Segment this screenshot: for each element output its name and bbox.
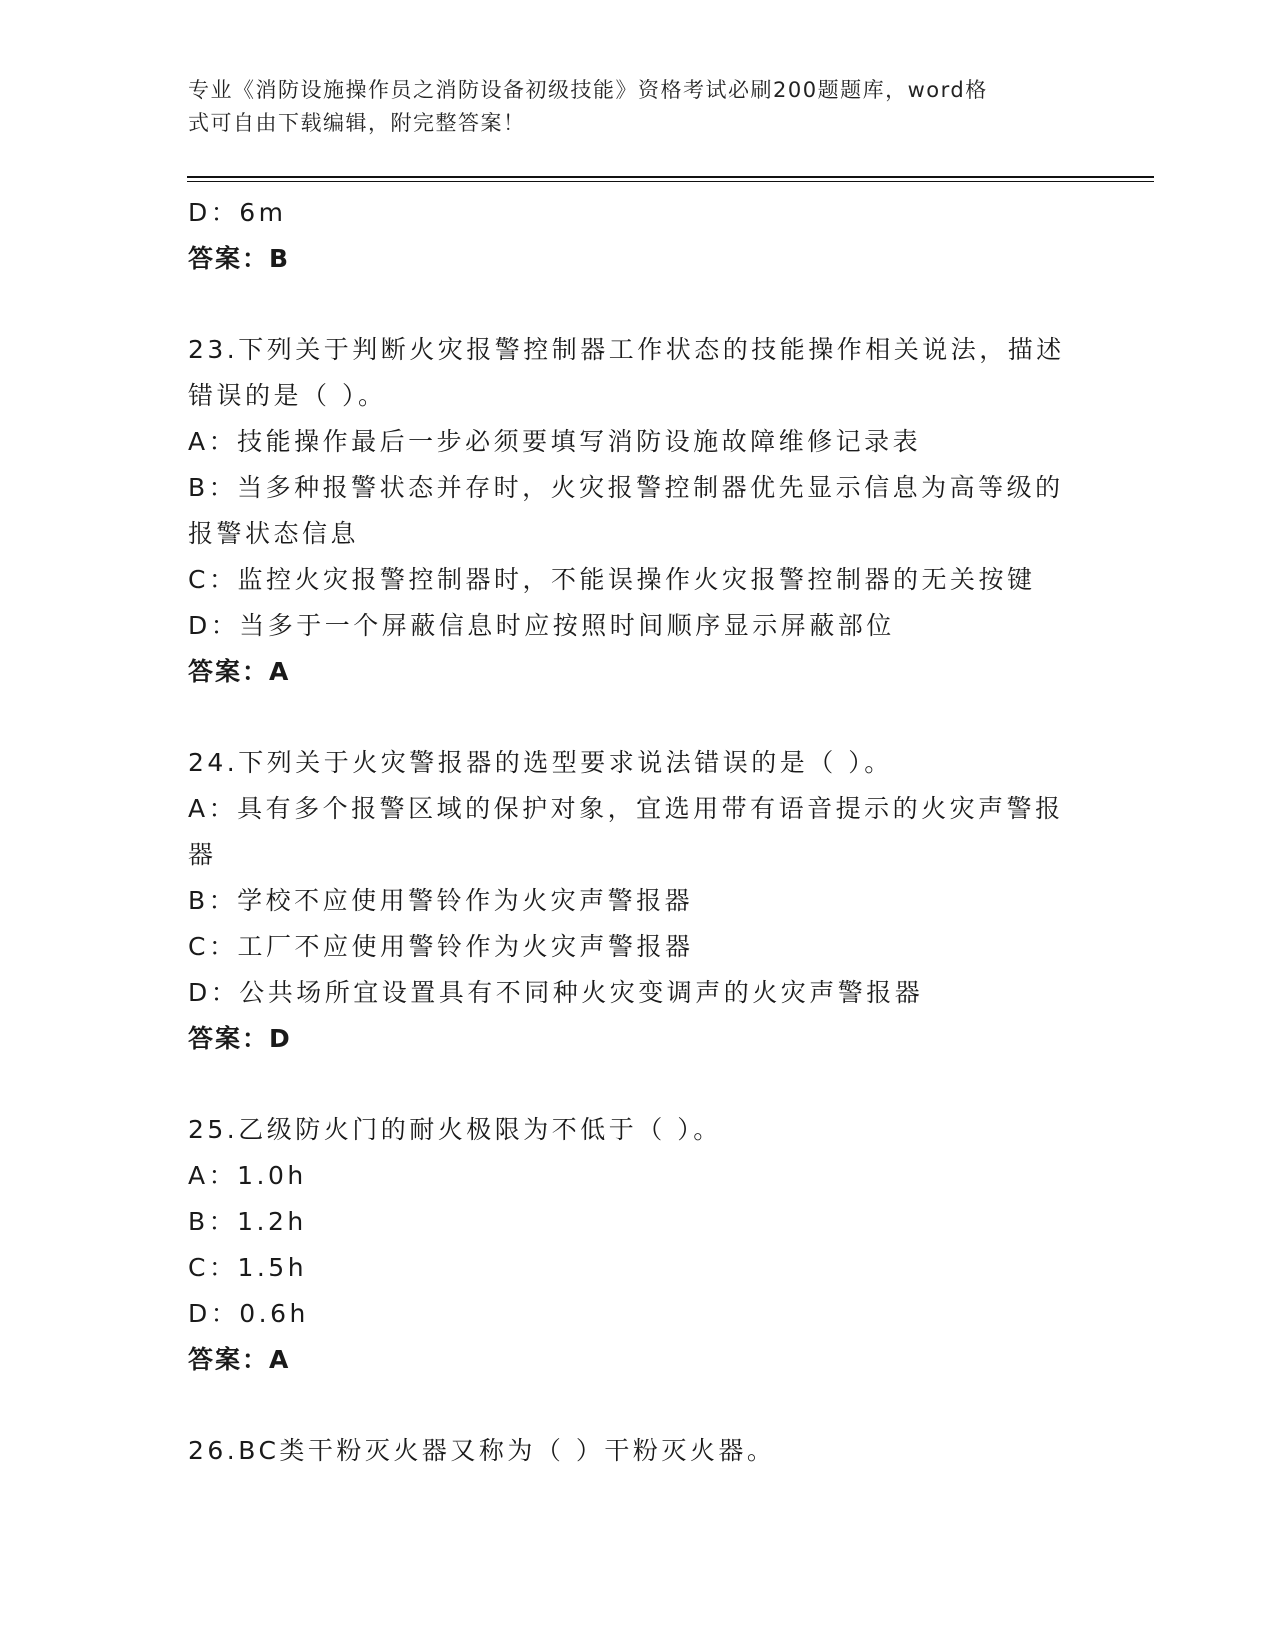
question-stem-line: 错误的是（ ）。	[188, 381, 387, 410]
question-24	[188, 740, 1088, 1062]
option-b: B：当多种报警状态并存时，火灾报警控制器优先显示信息为高等级的	[188, 473, 1064, 502]
option-b: B：1.2h	[188, 1207, 307, 1236]
question-25	[188, 1107, 1088, 1383]
question-stem-line: 26.BC类干粉灭火器又称为（ ）干粉灭火器。	[188, 1436, 776, 1465]
header-line-1: 专业《消防设施操作员之消防设备初级技能》资格考试必刷200题题库，word格	[188, 78, 988, 102]
option-c: C：监控火灾报警控制器时，不能误操作火灾报警控制器的无关按键	[188, 565, 1036, 594]
answer: 答案：D	[188, 1024, 292, 1053]
header-line-2: 式可自由下载编辑，附完整答案！	[188, 111, 526, 135]
option-a: A：技能操作最后一步必须要填写消防设施故障维修记录表	[188, 427, 922, 456]
answer: 答案：A	[188, 657, 291, 686]
previous-answer: 答案：B	[188, 244, 291, 273]
option-a-continued: 器	[188, 840, 217, 869]
option-d: D：0.6h	[188, 1299, 309, 1328]
header-rule-thick	[187, 176, 1154, 178]
question-stem-line: 23.下列关于判断火灾报警控制器工作状态的技能操作相关说法，描述	[188, 335, 1065, 364]
option-d: D：公共场所宜设置具有不同种火灾变调声的火灾声警报器	[188, 978, 924, 1007]
answer: 答案：A	[188, 1345, 291, 1374]
question-stem-line: 24.下列关于火灾警报器的选型要求说法错误的是（ ）。	[188, 748, 893, 777]
question-stem-line: 25.乙级防火门的耐火极限为不低于（ ）。	[188, 1115, 722, 1144]
option-b-continued: 报警状态信息	[188, 519, 360, 548]
question-26	[188, 1428, 1088, 1474]
previous-option-d: D：6m	[188, 198, 287, 227]
option-a: A：具有多个报警区域的保护对象，宜选用带有语音提示的火灾声警报	[188, 794, 1064, 823]
option-d: D：当多于一个屏蔽信息时应按照时间顺序显示屏蔽部位	[188, 611, 895, 640]
option-b: B：学校不应使用警铃作为火灾声警报器	[188, 886, 694, 915]
option-c: C：工厂不应使用警铃作为火灾声警报器	[188, 932, 694, 961]
question-list	[188, 190, 1088, 1474]
option-a: A：1.0h	[188, 1161, 307, 1190]
option-c: C：1.5h	[188, 1253, 308, 1282]
document-header	[188, 74, 1068, 140]
header-rule-thin	[187, 181, 1154, 182]
question-23	[188, 327, 1088, 695]
